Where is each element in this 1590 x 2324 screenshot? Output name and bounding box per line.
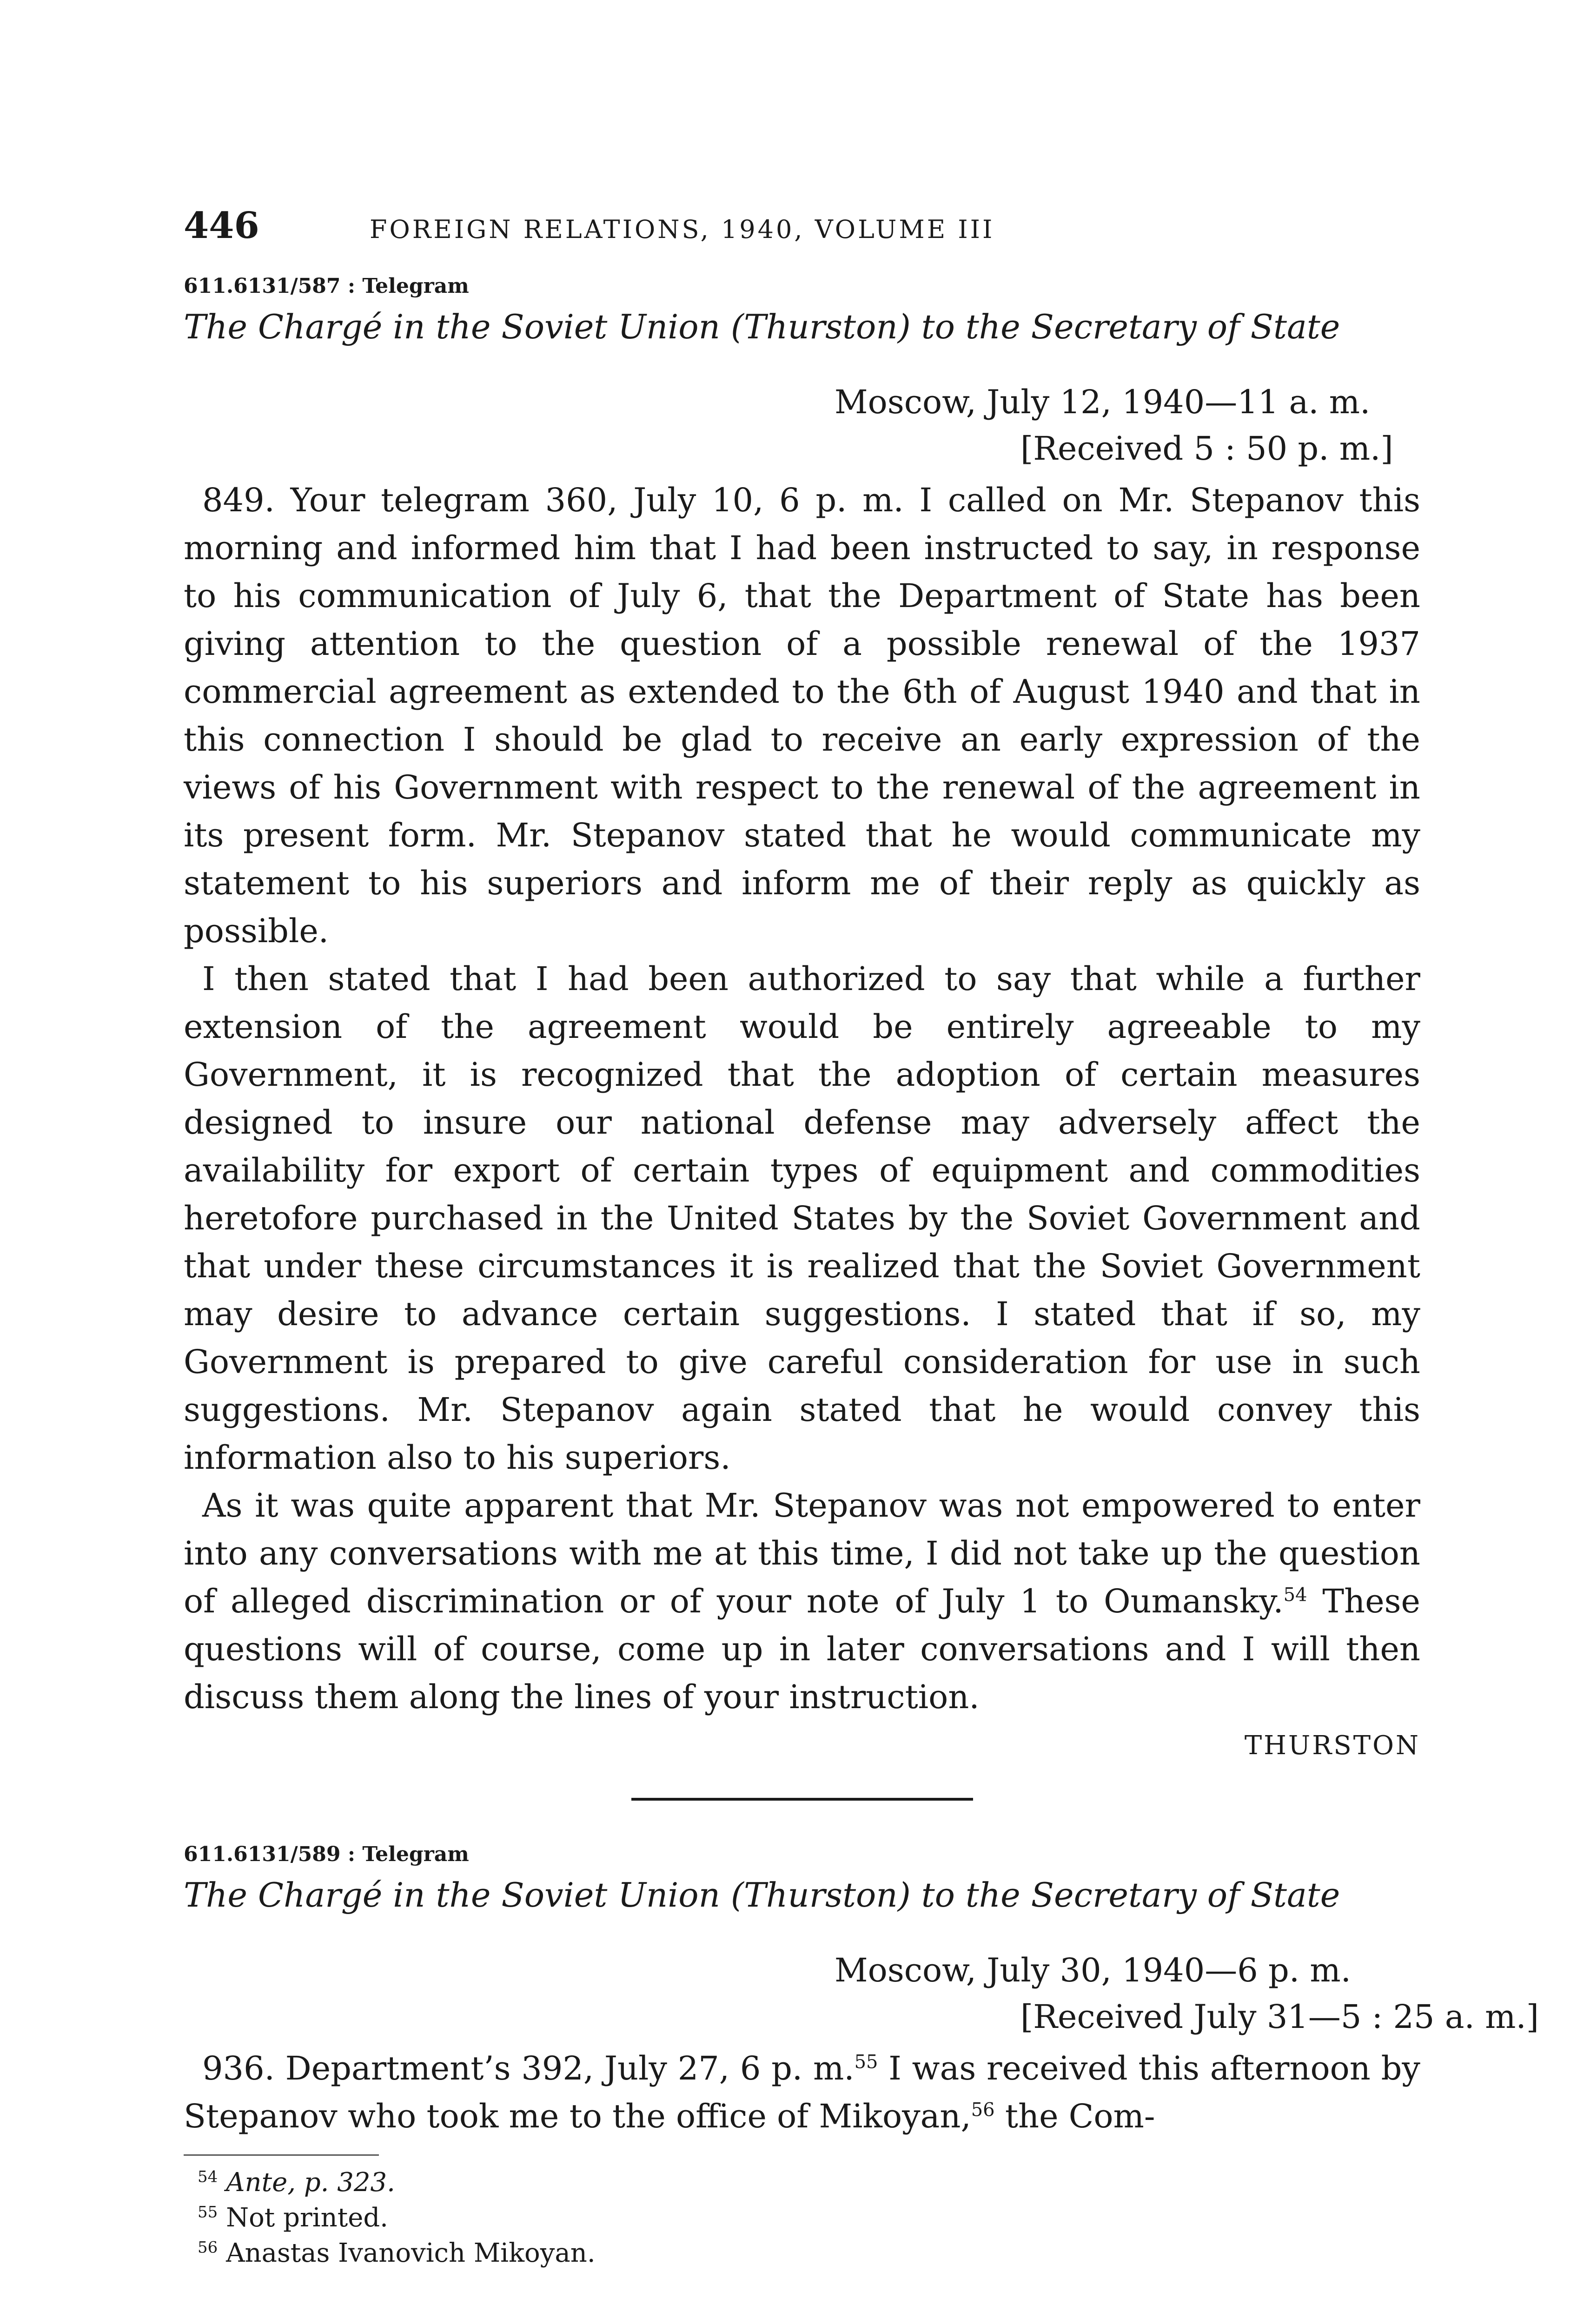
paragraph-text: As it was quite apparent that Mr. Stepanov was not empowered to enter into any conversations with me at this time, I did not take up the question of alleged discrimination or of your note of July 1 to Oumansky. [184, 1486, 1420, 1620]
section-divider [631, 1798, 973, 1801]
footnote-text: Ante, p. 323. [226, 2167, 395, 2198]
received-line: [Received July 31—5 : 25 a. m.] [1020, 1998, 1539, 2036]
received-line: [Received 5 : 50 p. m.] [1020, 429, 1393, 468]
footnote-reference: 55 [854, 2051, 878, 2073]
footnote-reference: 56 [971, 2099, 995, 2121]
footnote [198, 2236, 1420, 2271]
paragraph-text: 936. Department’s 392, July 27, 6 p. m. [202, 2049, 855, 2087]
dateline: Moscow, July 30, 1940—6 p. m. [835, 1951, 1351, 1989]
paragraph-text: the Com- [994, 2097, 1155, 2135]
document-1 [184, 274, 1420, 1761]
footnote-divider [184, 2154, 379, 2156]
footnote-number: 54 [198, 2167, 218, 2186]
document-2 [184, 1842, 1539, 2140]
footnote [198, 2200, 1420, 2236]
page-header [184, 205, 1420, 256]
footnote [198, 2165, 1420, 2200]
footnote-reference: 54 [1283, 1584, 1307, 1606]
footnote-number: 55 [198, 2203, 218, 2222]
page-number: 446 [184, 205, 259, 247]
document-title: The Chargé in the Soviet Union (Thurston) to the Secretary of State [184, 1875, 1340, 1915]
footnote-number: 56 [198, 2238, 218, 2257]
paragraph-text: These questions will of course, come up in later conversations and I will then discuss them along the lines of your instruction. [184, 1582, 1420, 1716]
footnote-text: Anastas Ivanovich Mikoyan. [226, 2238, 596, 2268]
paragraph [184, 1482, 1420, 1721]
paragraph [184, 2045, 1420, 2140]
footnotes [198, 2165, 1420, 2271]
signature: THURSTON [1244, 1730, 1420, 1761]
paragraph-text: I was received this afternoon by Stepanov who took me to the office of Mikoyan, [184, 2049, 1420, 2135]
page [184, 205, 1539, 2271]
paragraph: I then stated that I had been authorized to say that while a further extension of the agreement would be entirely agreeable to my Government, it is recognized that the adoption of certain measures designed to insure our national defense may adversely affect the availability for export of certain types of equipment and commodities heretofore purchased in the United States by the Soviet Government and that under these circumstances it is realized that the Soviet Government may desire to advance certain suggestions. I stated that if so, my Government is prepared to give careful consideration for use in such suggestions. Mr. Stepanov again stated that he would convey this information also to his superiors. [184, 960, 1420, 1477]
dateline: Moscow, July 12, 1940—11 a. m. [835, 383, 1371, 421]
running-head: FOREIGN RELATIONS, 1940, VOLUME III [370, 215, 995, 244]
document-title: The Chargé in the Soviet Union (Thurston) to the Secretary of State [184, 307, 1340, 346]
footnote-text: Not printed. [226, 2203, 388, 2233]
file-reference: 611.6131/587 : Telegram [184, 274, 469, 298]
paragraph: 849. Your telegram 360, July 10, 6 p. m. I called on Mr. Stepanov this morning and informed him that I had been instructed to say, in response to his communication of July 6, that the Department of State has been giving attention to the question of a possible renewal of the 1937 commercial agreement as extended to the 6th of August 1940 and that in this connection I should be glad to receive an early expression of the views of his Government with respect to the renewal of the agreement in its present form. Mr. Stepanov stated that he would communicate my statement to his superiors and inform me of their reply as quickly as possible. [184, 481, 1420, 950]
file-reference: 611.6131/589 : Telegram [184, 1842, 469, 1866]
